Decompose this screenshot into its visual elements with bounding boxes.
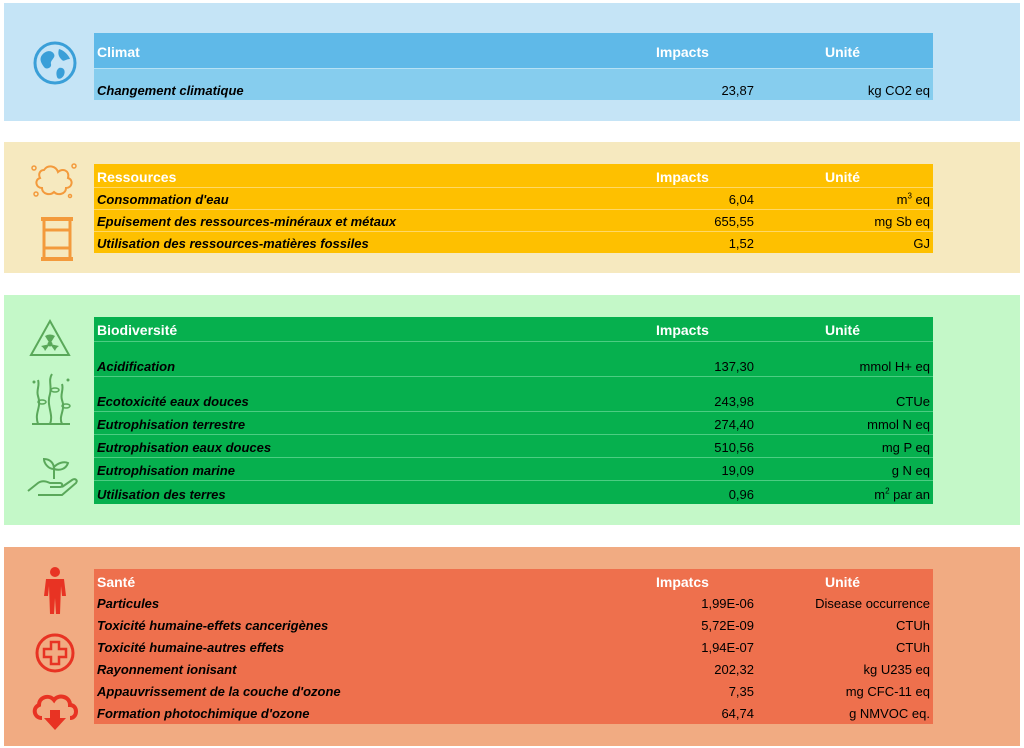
biodiversite-title: Biodiversité bbox=[97, 322, 178, 338]
sante-impacts-header: Impatcs bbox=[656, 574, 709, 590]
row-value: 0,96 bbox=[728, 487, 754, 502]
row-label: Ecotoxicité eaux douces bbox=[97, 394, 249, 409]
row-label: Eutrophisation marine bbox=[97, 463, 235, 478]
table-row bbox=[94, 636, 933, 658]
row-value: 1,99E-06 bbox=[701, 596, 754, 611]
row-value: 137,30 bbox=[714, 359, 754, 374]
ressources-title: Ressources bbox=[97, 169, 177, 185]
row-label: Changement climatique bbox=[97, 83, 244, 98]
sante-title: Santé bbox=[97, 574, 136, 590]
row-label: Formation photochimique d'ozone bbox=[97, 706, 310, 721]
biodiversite-table bbox=[94, 317, 933, 504]
table-row bbox=[94, 592, 933, 614]
row-value: 655,55 bbox=[714, 214, 754, 229]
row-label: Acidification bbox=[97, 359, 176, 374]
climat-unite-header: Unité bbox=[825, 44, 860, 60]
ressources-header-row bbox=[94, 164, 933, 187]
row-unit: kg CO2 eq bbox=[867, 83, 930, 98]
row-label: Eutrophisation eaux douces bbox=[97, 440, 272, 455]
row-label: Rayonnement ionisant bbox=[97, 662, 237, 677]
table-row bbox=[94, 434, 933, 458]
row-label: Utilisation des ressources-matières fossiles bbox=[97, 236, 369, 251]
table-row bbox=[94, 231, 933, 254]
cloud-download-icon bbox=[30, 692, 80, 732]
row-value: 23,87 bbox=[721, 83, 754, 98]
climat-title: Climat bbox=[97, 44, 140, 60]
table-row bbox=[94, 480, 933, 505]
sante-table bbox=[94, 569, 933, 724]
row-value: 202,32 bbox=[714, 662, 754, 677]
row-value: 274,40 bbox=[714, 417, 754, 432]
biodiversite-header-row bbox=[94, 317, 933, 341]
table-row bbox=[94, 209, 933, 232]
table-row bbox=[94, 614, 933, 636]
row-unit: g NMVOC eq. bbox=[849, 706, 930, 721]
row-value: 7,35 bbox=[728, 684, 754, 699]
table-row bbox=[94, 411, 933, 435]
table-row bbox=[94, 680, 933, 702]
row-unit: kg U235 eq bbox=[863, 662, 930, 677]
climat-impacts-header: Impacts bbox=[656, 44, 709, 60]
ressources-table bbox=[94, 164, 933, 253]
row-label: Toxicité humaine-autres effets bbox=[97, 640, 285, 655]
row-value: 1,94E-07 bbox=[701, 640, 754, 655]
row-unit: CTUe bbox=[896, 394, 930, 409]
table-row bbox=[94, 376, 933, 412]
table-row bbox=[94, 702, 933, 724]
row-unit: $m^3$ eq bbox=[896, 191, 930, 207]
globe-icon bbox=[32, 40, 78, 86]
row-value: 1,52 bbox=[728, 236, 754, 251]
row-unit: GJ bbox=[913, 236, 930, 251]
row-label: Eutrophisation terrestre bbox=[97, 417, 246, 432]
sante-header-row bbox=[94, 569, 933, 592]
row-unit: Disease occurrence bbox=[815, 596, 930, 611]
ressources-impacts-header: Impacts bbox=[656, 169, 709, 185]
table-row bbox=[94, 341, 933, 377]
row-label: Epuisement des ressources-minéraux et métaux bbox=[97, 214, 397, 229]
table-row bbox=[94, 187, 933, 210]
climat-table bbox=[94, 33, 933, 100]
climat-header-row bbox=[94, 33, 933, 68]
row-value: 5,72E-09 bbox=[701, 618, 754, 633]
row-unit: CTUh bbox=[896, 618, 930, 633]
row-label: Utilisation des terres bbox=[97, 487, 226, 502]
row-unit: g N eq bbox=[891, 463, 930, 478]
seaweed-icon bbox=[30, 372, 72, 426]
ressources-unite-header: Unité bbox=[825, 169, 860, 185]
sante-unite-header: Unité bbox=[825, 574, 860, 590]
row-unit: mg Sb eq bbox=[874, 214, 930, 229]
biodiversite-unite-header: Unité bbox=[825, 322, 860, 338]
row-value: 19,09 bbox=[721, 463, 754, 478]
biodiversite-impacts-header: Impacts bbox=[656, 322, 709, 338]
row-value: 64,74 bbox=[721, 706, 754, 721]
splash-icon bbox=[30, 160, 78, 200]
hand-plant-icon bbox=[26, 455, 80, 499]
row-unit: mg P eq bbox=[881, 440, 930, 455]
row-unit: $m^2$ par an bbox=[874, 486, 930, 502]
row-unit: mmol H+ eq bbox=[859, 359, 930, 374]
table-row bbox=[94, 457, 933, 481]
row-label: Toxicité humaine-effets cancerigènes bbox=[97, 618, 329, 633]
hazard-icon bbox=[28, 318, 72, 358]
row-value: 243,98 bbox=[714, 394, 754, 409]
table-row bbox=[94, 658, 933, 680]
row-unit: mg CFC-11 eq bbox=[845, 684, 930, 699]
row-value: 6,04 bbox=[728, 192, 754, 207]
table-row bbox=[94, 68, 933, 101]
row-label: Appauvrissement de la couche d'ozone bbox=[97, 684, 341, 699]
row-value: 510,56 bbox=[714, 440, 754, 455]
row-unit: CTUh bbox=[896, 640, 930, 655]
row-label: Consommation d'eau bbox=[97, 192, 229, 207]
row-label: Particules bbox=[97, 596, 160, 611]
person-icon bbox=[42, 566, 68, 616]
barrel-icon bbox=[40, 216, 74, 262]
medical-cross-icon bbox=[34, 632, 76, 674]
row-unit: mmol N eq bbox=[867, 417, 930, 432]
